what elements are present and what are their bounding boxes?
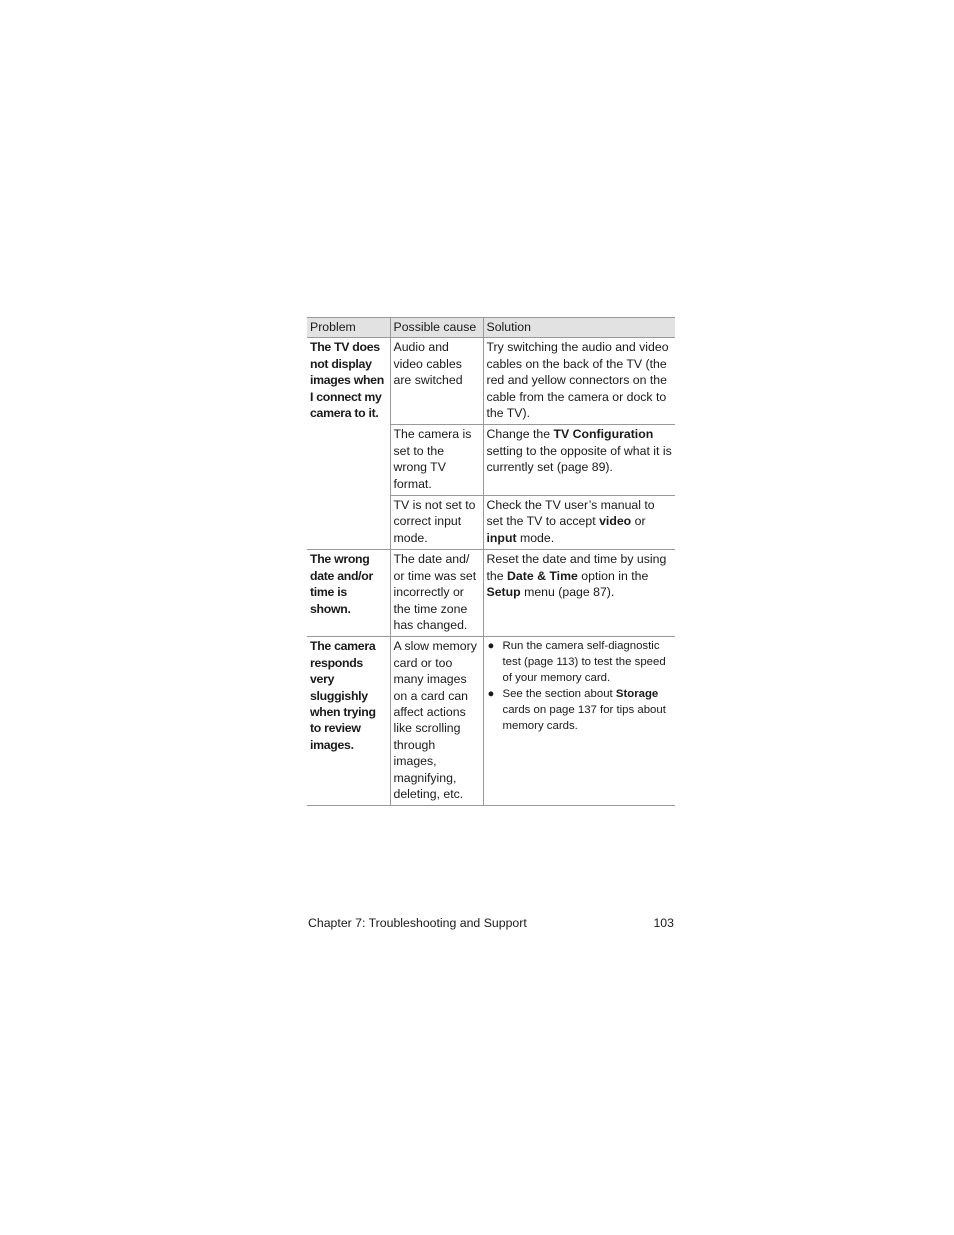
menu-term: Storage xyxy=(615,688,659,701)
solution-cell xyxy=(483,550,675,637)
menu-term: TV Configuration xyxy=(553,427,654,442)
solution-bullet-list xyxy=(487,638,673,734)
solution-text: menu (page 87). xyxy=(520,585,615,600)
solution-text: mode. xyxy=(516,530,555,545)
cause-cell: Audio and video cables are switched xyxy=(390,338,483,425)
table-header-row xyxy=(307,318,675,338)
solution-text: or xyxy=(631,514,646,529)
menu-term: input xyxy=(486,530,517,545)
solution-cell xyxy=(483,637,675,806)
menu-term: Setup xyxy=(486,585,521,600)
header-possible-cause: Possible cause xyxy=(390,318,483,338)
solution-cell xyxy=(483,496,675,550)
solution-text: Reset the date and time by using the xyxy=(486,552,667,583)
header-problem: Problem xyxy=(307,318,390,338)
solution-cell xyxy=(483,425,675,496)
cause-cell: The date and/ or time was set incorrectly or the time zone has changed. xyxy=(390,550,483,637)
page-number: 103 xyxy=(653,916,674,930)
chapter-title: Chapter 7: Troubleshooting and Support xyxy=(308,916,527,930)
cause-cell: The camera is set to the wrong TV format. xyxy=(390,425,483,496)
solution-text: option in the xyxy=(577,568,649,583)
solution-text: Change the xyxy=(486,427,554,442)
list-item xyxy=(487,686,673,734)
bullet-icon: ● xyxy=(487,688,495,701)
problem-cell: The wrong date and/or time is shown. xyxy=(307,550,390,637)
solution-text: See the section about xyxy=(502,688,616,701)
problem-cell: The TV does not display images when I connect my camera to it. xyxy=(307,338,390,550)
menu-term: Date & Time xyxy=(507,568,578,583)
solution-text: Run the camera self-diagnostic test (page 113) to test the speed of your memory card. xyxy=(502,640,666,685)
cause-cell: A slow memory card or too many images on a card can affect actions like scrolling through images, magnifying, deleting, etc. xyxy=(390,637,483,806)
solution-text: Check the TV user’s manual to set the TV to accept xyxy=(486,498,655,529)
header-solution: Solution xyxy=(483,318,675,338)
problem-cell: The camera responds very sluggishly when trying to review images. xyxy=(307,637,390,806)
bullet-icon: ● xyxy=(487,640,495,653)
list-item xyxy=(487,638,673,686)
solution-cell: Try switching the audio and video cables on the back of the TV (the red and yellow connectors on the cable from the camera or dock to the TV). xyxy=(483,338,675,425)
cause-cell: TV is not set to correct input mode. xyxy=(390,496,483,550)
table-row xyxy=(307,550,675,637)
menu-term: video xyxy=(599,514,632,529)
table-row xyxy=(307,338,675,425)
solution-text: cards on page 137 for tips about memory cards. xyxy=(502,704,666,733)
troubleshooting-table xyxy=(307,317,675,806)
table-row xyxy=(307,637,675,806)
solution-text: setting to the opposite of what it is currently set (page 89). xyxy=(486,443,672,475)
